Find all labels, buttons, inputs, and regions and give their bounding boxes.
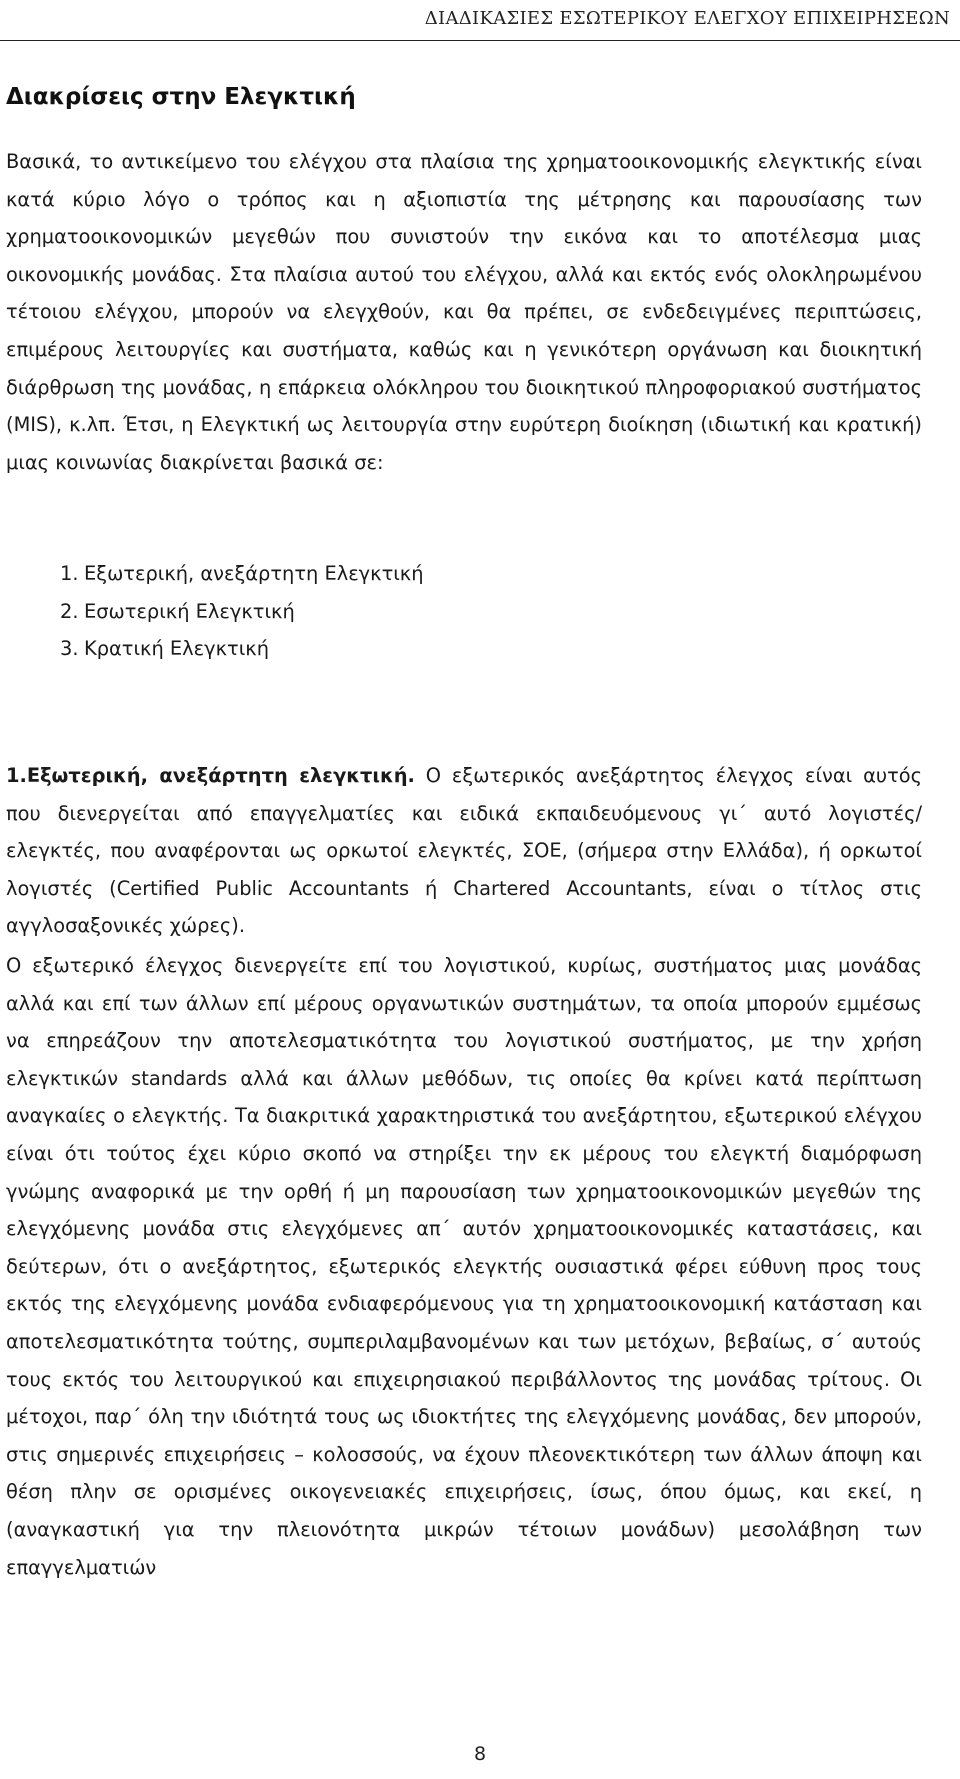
external-audit-definition-text: Ο εξωτερικός ανεξάρτητος έλεγχος είναι αυτός που διενεργείται από επαγγελματίες και ειδικά εκπαιδευόμενους γι΄ αυτό λογιστές/ ελεγκτές, που αναφέρονται ως ορκωτοί ελεγκτές, ΣΟΕ, (σήμερα στην Ελλάδα), ή ορκωτοί λογιστές (Certified Public Accountants ή Chartered Accountants, είναι ο τίτλος στις αγγλοσαξονικές χώρες).	[6, 764, 922, 938]
list-item-label: Εσωτερική Ελεγκτική	[84, 599, 295, 623]
external-audit-heading: 1.Εξωτερική, ανεξάρτητη ελεγκτική.	[6, 764, 415, 787]
section-title: Διακρίσεις στην Ελεγκτική	[6, 84, 356, 110]
list-item	[60, 593, 424, 631]
external-audit-definition-paragraph	[6, 757, 922, 945]
list-item	[60, 555, 424, 593]
intro-paragraph: Βασικά, το αντικείμενο του ελέγχου στα πλαίσια της χρηματοοικονομικής ελεγκτικής είναι κατά κύριο λόγο ο τρόπος και η αξιοπιστία της μέτρησης και παρουσίασης των χρηματοοικονομικών μεγεθών που συνιστούν την εικόνα και το αποτέλεσμα μιας οικονομικής μονάδας. Στα πλαίσια αυτού του ελέγχου, αλλά και εκτός ενός ολοκληρωμένου τέτοιου ελέγχου, μπορούν να ελεγχθούν, και θα πρέπει, σε ενδεδειγμένες περιπτώσεις, επιμέρους λειτουργίες και συστήματα, καθώς και η γενικότερη οργάνωση και διοικητική διάρθρωση της μονάδας, η επάρκεια ολόκληρου του διοικητικού πληροφοριακού συστήματος (MIS), κ.λπ. Έτσι, η Ελεγκτική ως λειτουργία στην ευρύτερη διοίκηση (ιδιωτική και κρατική) μιας κοινωνίας διακρίνεται βασικά σε:	[6, 150, 922, 474]
audit-types-list	[60, 555, 424, 668]
running-header-title: ΔΙΑΔΙΚΑΣΙΕΣ ΕΣΩΤΕΡΙΚΟΥ ΕΛΕΓΧΟΥ ΕΠΙΧΕΙΡΗΣΕΩΝ	[424, 8, 950, 29]
list-item	[60, 630, 424, 668]
header-divider	[0, 40, 960, 41]
page-number: 8	[473, 1743, 487, 1765]
list-item-label: Εξωτερική, ανεξάρτητη Ελεγκτική	[84, 562, 424, 585]
external-audit-details-paragraph: Ο εξωτερικό έλεγχος διενεργείτε επί του λογιστικού, κυρίως, συστήματος μιας μονάδας αλλά και επί των άλλων επί μέρους οργανωτικών συστημάτων, τα οποία μπορούν εμμέσως να επηρεάζουν την αποτελεσματικότητα του λογιστικού συστήματος, με την χρήση ελεγκτικών standards αλλά και άλλων μεθόδων, τις οποίες θα κρίνει κατά περίπτωση αναγκαίες ο ελεγκτής. Τα διακριτικά χαρακτηριστικά του ανεξάρτητου, εξωτερικού ελέγχου είναι ότι τούτος έχει κύριο σκοπό να στηρίξει την εκ μέρους του ελεγκτή διαμόρφωση γνώμης αναφορικά με την ορθή ή μη παρουσίαση των χρηματοοικονομικών μεγεθών της ελεγχόμενης μονάδα στις ελεγχόμενες απ΄ αυτόν χρηματοοικονομικές καταστάσεις, και δεύτερων, ότι ο ανεξάρτητος, εξωτερικός ελεγκτής ουσιαστικά φέρει εύθυνη προς τους εκτός της ελεγχόμενης μονάδα ενδιαφερόμενους για τη χρηματοοικονομική κατάσταση και αποτελεσματικότητα τούτης, συμπεριλαμβανομένων και των μετόχων, βεβαίως, σ΄ αυτούς τους εκτός του λειτουργικού και επιχειρησιακού περιβάλλοντος της μονάδας τρίτους. Οι μέτοχοι, παρ΄ όλη την ιδιότητά τους ως ιδιοκτήτες της ελεγχόμενης μονάδας, δεν μπορούν, στις σημερινές επιχειρήσεις – κολοσσούς, να έχουν πλεονεκτικότερη των άλλων άποψη και θέση πλην σε ορισμένες οικογενειακές επιχειρήσεις, ίσως, όπου όμως, και εκεί, η (αναγκαστική για την πλειονότητα μικρών τέτοιων μονάδων) μεσολάβηση των επαγγελματιών	[6, 954, 922, 1579]
list-item-number: 3.	[60, 637, 79, 661]
list-item-number: 1.	[60, 562, 79, 585]
list-item-label: Κρατική Ελεγκτική	[84, 637, 269, 661]
list-item-number: 2.	[60, 599, 79, 623]
